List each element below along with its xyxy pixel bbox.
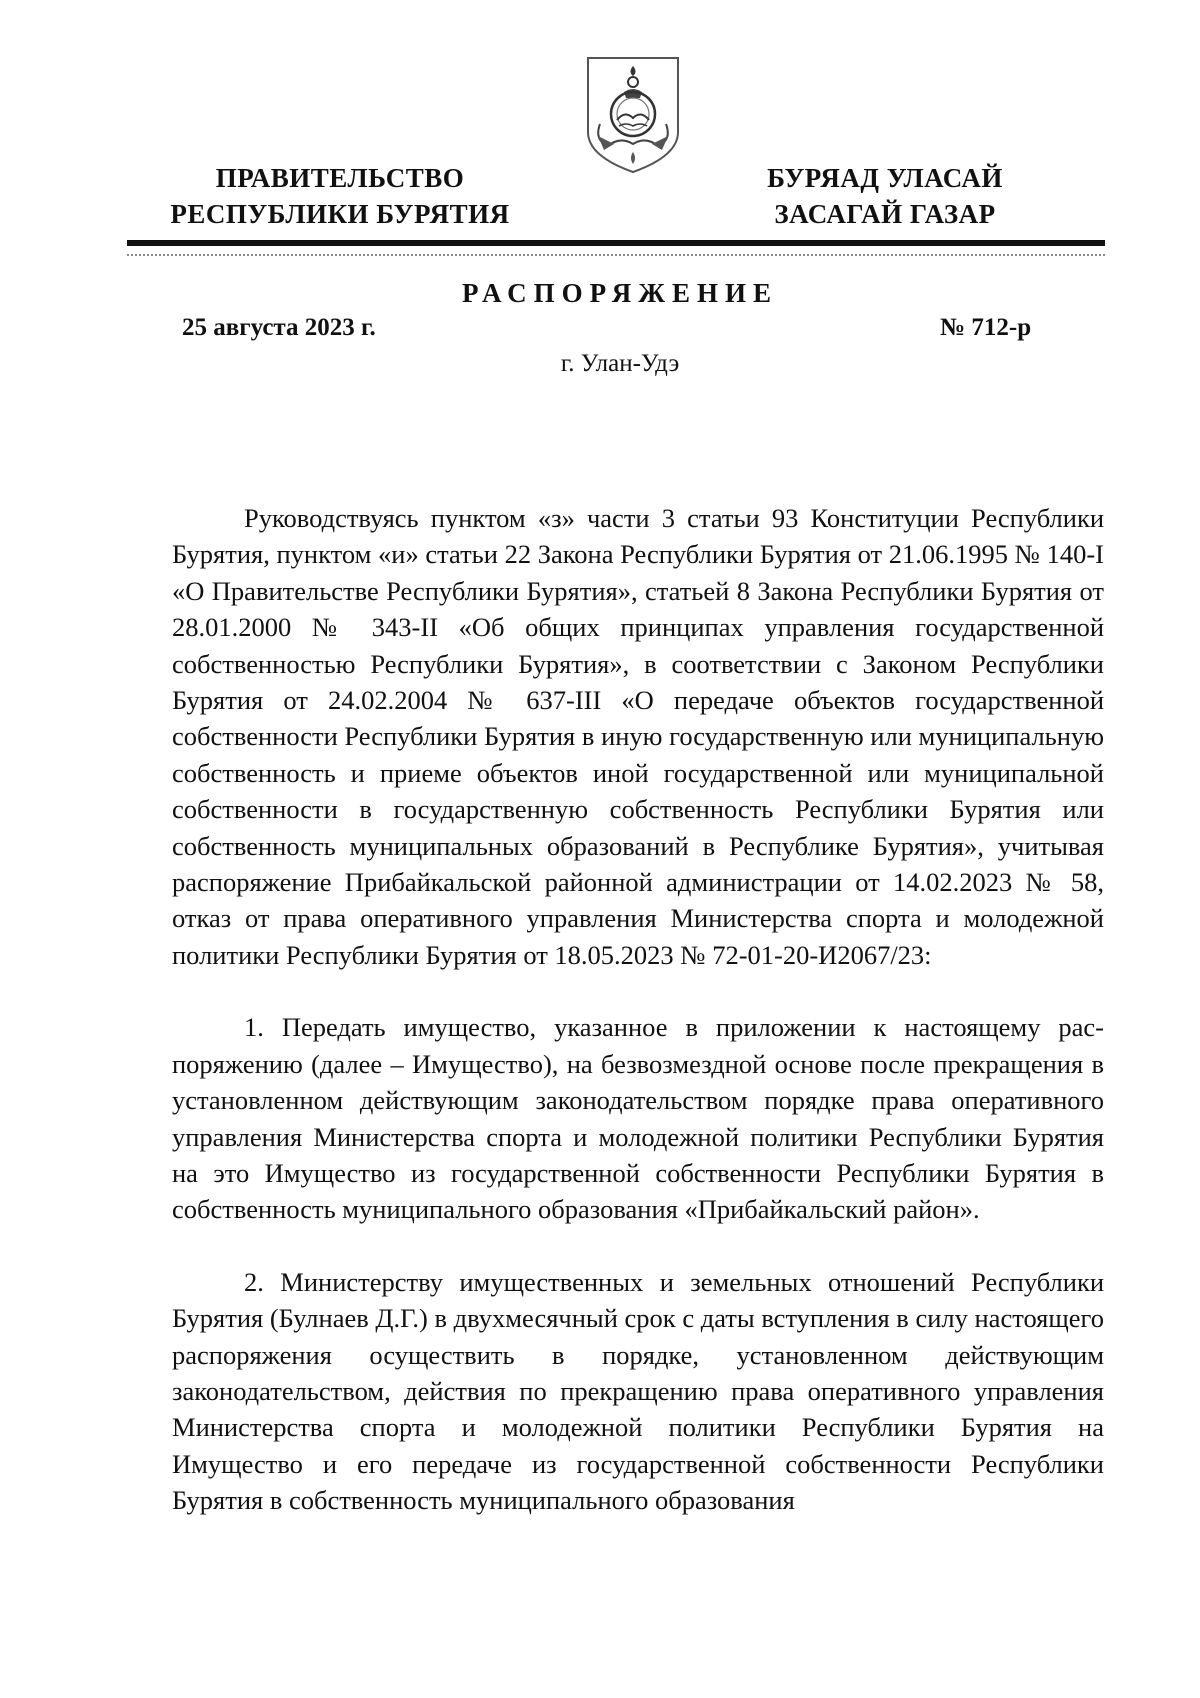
government-name-russian — [150, 160, 530, 232]
document-body — [172, 500, 1104, 1519]
government-name-bur-line2: ЗАСАГАЙ ГАЗАР — [774, 199, 996, 229]
document-number: № 712-р — [940, 314, 1032, 341]
government-name-ru-line1: ПРАВИТЕЛЬСТВО — [215, 163, 465, 193]
document-city: г. Улан-Удэ — [560, 350, 680, 377]
header-divider-dotted — [127, 254, 1105, 256]
government-name-buryat — [730, 160, 1040, 232]
coat-of-arms-icon — [584, 54, 682, 176]
header-divider-thick — [127, 240, 1105, 246]
document-type-title: РАСПОРЯЖЕНИЕ — [461, 278, 779, 308]
item-2-paragraph: 2. Министерству имущественных и земельных отношений Республики Бурятия (Булнаев Д.Г.) в двухмесячный срок с даты вступления в силу настоящего распоряжения осуществить в порядке, установленном действующим законодательством, действия по прекращению права оперативного управления Министерства спорта и молодежной политики Республики Бурятия на Имущество и его передаче из государственной собственности Республики Бурятия в собственность муниципального образования — [172, 1266, 1104, 1516]
preamble-paragraph: Руководствуясь пунктом «з» части 3 статьи 93 Конституции Республики Бурятия, пунктом «и» статьи 22 Закона Республики Бурятия от 21.06.1995 № 140-I «О Правительстве Республики Бурятия», статьей 8 Закона Республики Бурятия от 28.01.2000 № 343-II «Об общих принципах управления государственной собственностью Республики Бурятия», в соответствии с Законом Республики Бурятия от 24.02.2004 № 637-III «О передаче объектов государственной собственности Республики Бурятия в иную государственную или муниципальную собственность и приеме объектов иной государственной или муниципальной собственности в государственную собственность Республики Бурятия или собственность муниципальных образований в Республике Бурятия», учитывая распоряжение Прибайкальской районной администрации от 14.02.2023 № 58, отказ от права оперативного управления Министерства спорта и молодежной политики Республики Бурятия от 18.05.2023 № 72-01-20-И2067/23: — [172, 503, 1104, 970]
government-name-bur-line1: БУРЯАД УЛАСАЙ — [767, 163, 1003, 193]
item-1-paragraph: 1. Передать имущество, указанное в приложении к настоящему распоряжению (далее – Имущество), на безвозмездной основе после прекращения в установленном действующим законодательством порядке права оперативного управления Министерства спорта и молодежной политики Республики Бурятия на это Имущество из государственной собственности Республики Бурятия в собственность муниципального образования «Прибайкальский район». — [172, 1012, 1104, 1225]
document-date: 25 августа 2023 г. — [182, 314, 376, 341]
government-name-ru-line2: РЕСПУБЛИКИ БУРЯТИЯ — [170, 199, 510, 229]
